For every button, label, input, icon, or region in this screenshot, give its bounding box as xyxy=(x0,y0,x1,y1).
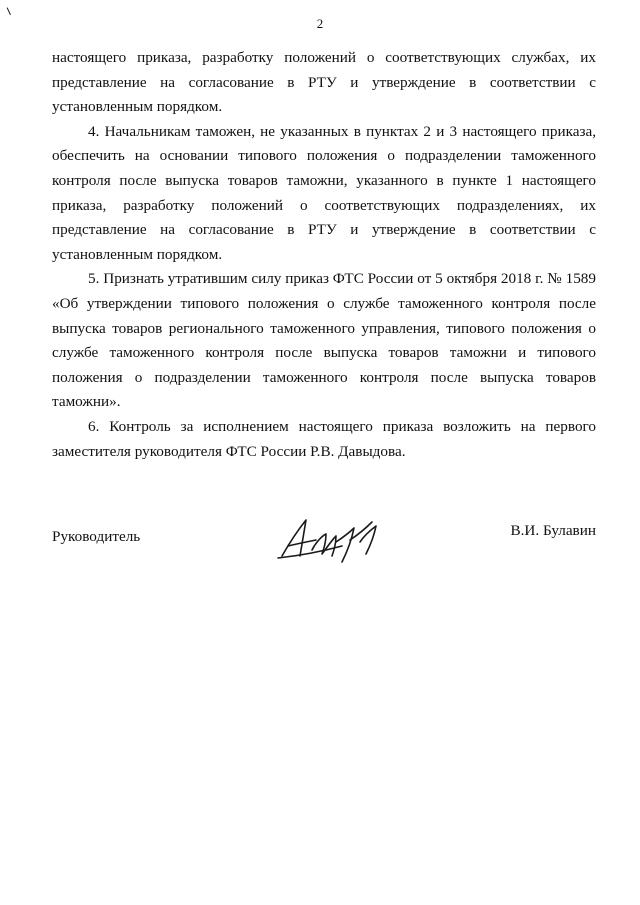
paragraph-item-5: 5. Признать утратившим силу приказ ФТС России от 5 октября 2018 г. № 1589 «Об утверждении типового положения о службе таможенного контроля после выпуска товаров регионального таможенного управления, типового положения о службе таможенного контроля после выпуска товаров таможни и типового положения о подразделении таможенного контроля после выпуска товаров таможни». xyxy=(52,270,596,411)
corner-tick-mark xyxy=(7,5,17,15)
page-number: 2 xyxy=(316,16,324,31)
paragraph-item-4: 4. Начальникам таможен, не указанных в пунктах 2 и 3 настоящего приказа, обеспечить на основании типового положения о подразделении таможенного контроля после выпуска товаров таможни, указанного в пункте 1 настоящего приказа, разработку положений о соответствующих подразделениях, их представление на согласование в РТУ и утверждение в соответствии с установленным порядком. xyxy=(52,122,596,263)
paragraph-continuation: настоящего приказа, разработку положений о соответствующих службах, их представление на согласование в РТУ и утверждение в соответствии с установленным порядком. xyxy=(52,49,596,116)
handwritten-signature-icon xyxy=(276,512,386,566)
signatory-name: В.И. Булавин xyxy=(510,522,596,539)
document-body xyxy=(52,46,596,464)
signatory-title: Руководитель xyxy=(52,528,141,545)
paragraph-item-6: 6. Контроль за исполнением настоящего приказа возложить на первого заместителя руководителя ФТС России Р.В. Давыдова. xyxy=(52,417,596,460)
signature-block xyxy=(52,522,596,568)
